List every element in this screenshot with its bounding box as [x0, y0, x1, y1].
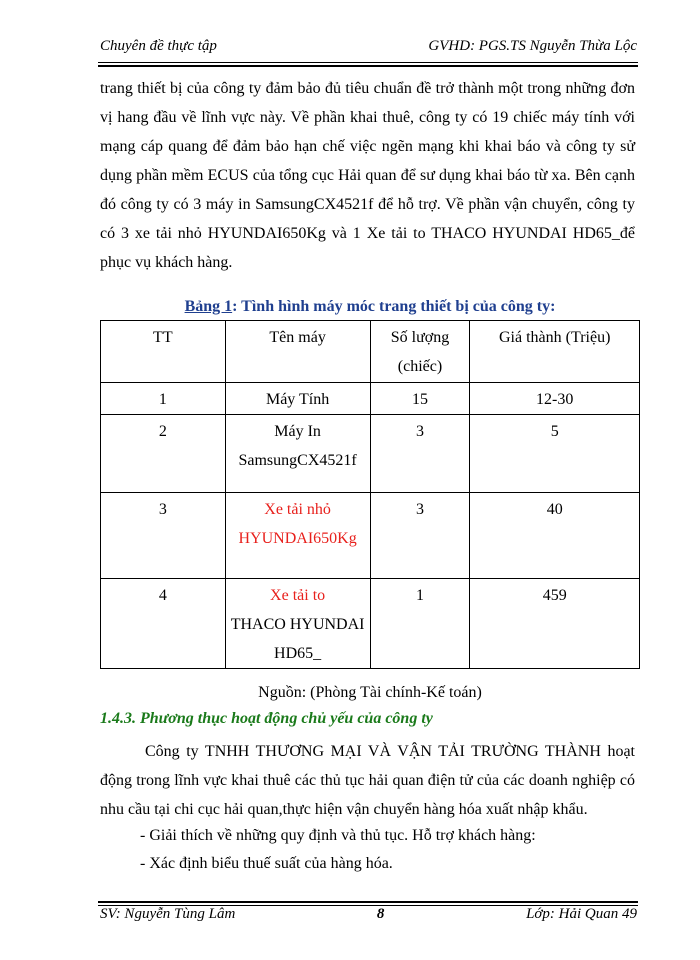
cell-price: 5: [470, 415, 640, 493]
header-cell-price: Giá thành (Triệu): [470, 321, 640, 383]
cell-price: 12-30: [470, 383, 640, 415]
table-row: [101, 415, 640, 493]
cell-qty: 3: [370, 415, 470, 493]
footer-left: SV: Nguyễn Tùng Lâm: [100, 906, 236, 922]
list-item: - Xác định biểu thuế suất của hàng hóa.: [140, 855, 393, 872]
body-paragraph: [100, 74, 635, 277]
table-row: [101, 383, 640, 415]
cell-price: 459: [470, 579, 640, 669]
cell-name: Máy Tính: [225, 383, 370, 415]
body-paragraph-text: trang thiết bị của công ty đảm bảo đủ tiêu chuẩn đề trở thành một trong những đơn vị hang đầu về lĩnh vực này. Về phần khai thuê, công ty có 19 chiếc máy tính với mạng cáp quang để đảm bảo hạn chế việc ngẽn mạng khi khai báo và công ty sử dụng phần mềm ECUS của tổng cục Hải quan để sư dụng khai báo từ xa. Bên cạnh đó công ty có 3 máy in SamsungCX4521f để hỗ trợ. Về phần vận chuyển, công ty có 3 xe tải nhỏ HYUNDAI650Kg và 1 Xe tải to THACO HYUNDAI HD65_để phục vụ khách hàng.: [100, 80, 635, 271]
cell-name-highlight: Xe tải nhỏ HYUNDAI650Kg: [225, 493, 370, 579]
cell-name-mixed: [225, 579, 370, 669]
header-cell-name: Tên máy: [225, 321, 370, 383]
table-title: [100, 298, 640, 316]
page-header: [100, 38, 637, 55]
table-source: Nguồn: (Phòng Tài chính-Kế toán): [258, 684, 482, 701]
cell-tt: 2: [101, 415, 226, 493]
cell-qty: 1: [370, 579, 470, 669]
header-rule: [98, 62, 638, 63]
header-left: Chuyên đề thực tập: [100, 38, 217, 54]
header-right: GVHD: PGS.TS Nguyễn Thừa Lộc: [428, 38, 637, 54]
cell-name: THACO HYUNDAI HD65_: [230, 616, 365, 662]
section-paragraph: [100, 737, 635, 824]
table-title-label: Bảng 1: [184, 298, 233, 315]
bullet-list: [140, 822, 536, 878]
footer-right: Lớp: Hải Quan 49: [526, 906, 637, 922]
page-footer: [100, 906, 637, 923]
header-cell-tt: TT: [101, 321, 226, 383]
cell-name: Máy In SamsungCX4521f: [225, 415, 370, 493]
cell-name-highlight: Xe tải to: [270, 587, 326, 604]
list-item: - Giải thích về những quy định và thủ tục. Hỗ trợ khách hàng:: [140, 827, 536, 844]
page-number: 8: [376, 906, 385, 922]
cell-price: 40: [470, 493, 640, 579]
table-row: [101, 493, 640, 579]
cell-qty: 3: [370, 493, 470, 579]
header-cell-qty: Số lượng (chiếc): [370, 321, 470, 383]
section-paragraph-text: Công ty TNHH THƯƠNG MẠI VÀ VẬN TẢI TRƯỜNG THÀNH hoạt động trong lĩnh vực khai thuê các thủ tục hải quan điện tử của các doanh nghiệp có nhu cầu tại chi cục hải quan,thực hiện vận chuyển hàng hóa xuất nhập khẩu.: [100, 743, 635, 818]
footer-rule-thick: [98, 901, 638, 903]
table-header-row: [101, 321, 640, 383]
cell-tt: 3: [101, 493, 226, 579]
header-rule-thick: [98, 65, 638, 67]
cell-tt: 4: [101, 579, 226, 669]
equipment-table: [100, 320, 640, 669]
table-title-text: : Tình hình máy móc trang thiết bị của công ty:: [232, 298, 556, 315]
cell-qty: 15: [370, 383, 470, 415]
section-heading: 1.4.3. Phương thục hoạt động chủ yếu của công ty: [100, 710, 433, 727]
cell-tt: 1: [101, 383, 226, 415]
table-row: [101, 579, 640, 669]
